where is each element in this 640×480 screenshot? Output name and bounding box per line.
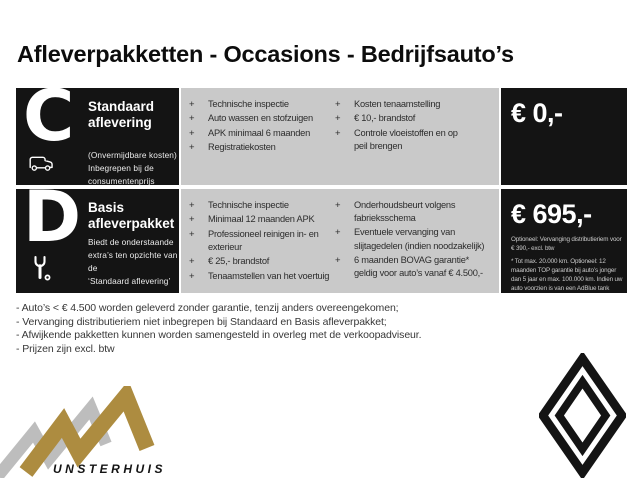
plus-bullet: + bbox=[189, 214, 195, 226]
item-text: APK minimaal 6 maanden bbox=[208, 127, 310, 138]
item-text: Technische inspectie bbox=[208, 99, 289, 109]
plus-bullet: + bbox=[335, 227, 341, 239]
page-title: Afleverpakketten - Occasions - Bedrijfsauto’s bbox=[17, 41, 514, 67]
list-item bbox=[335, 127, 499, 153]
plus-bullet: + bbox=[335, 99, 341, 110]
item-text: fabrieksschema bbox=[354, 213, 416, 224]
items-column-1 bbox=[181, 98, 331, 185]
van-icon bbox=[28, 153, 56, 178]
item-text: Eventuele vervanging van bbox=[354, 227, 455, 238]
plus-bullet: + bbox=[335, 254, 341, 266]
price-note: Optioneel: Vervanging distributieriem voor € 390,- excl. btw bbox=[511, 236, 622, 253]
package-description bbox=[88, 149, 177, 185]
item-text: exterieur bbox=[208, 242, 242, 253]
package-price-basis bbox=[501, 189, 627, 293]
list-item bbox=[189, 213, 331, 226]
plus-bullet: + bbox=[189, 256, 195, 268]
footnotes bbox=[16, 302, 421, 357]
item-text: Kosten tenaamstelling bbox=[354, 99, 441, 109]
list-item bbox=[189, 270, 331, 283]
list-item bbox=[189, 255, 331, 268]
list-item bbox=[189, 228, 331, 254]
footnote: - Afwijkende pakketten kunnen worden samengesteld in overleg met de verkoopadviseur. bbox=[16, 329, 422, 342]
item-text: slijtagedelen (indien noodzakelijk) bbox=[354, 240, 485, 251]
list-item bbox=[189, 112, 331, 125]
package-header-basis bbox=[16, 189, 179, 293]
list-item bbox=[189, 141, 331, 154]
list-item bbox=[335, 199, 499, 225]
item-text: peil brengen bbox=[354, 141, 403, 152]
dealer-logo-text: UNSTERHUIS bbox=[53, 462, 167, 476]
plus-bullet: + bbox=[189, 99, 195, 110]
footnote: - Prijzen zijn excl. btw bbox=[16, 342, 115, 355]
item-text: 6 maanden BOVAG garantie* bbox=[354, 254, 470, 265]
description-line: ‘Standaard aflevering’ bbox=[88, 275, 171, 286]
item-text: € 10,- brandstof bbox=[354, 113, 416, 124]
price-notes bbox=[511, 235, 623, 293]
list-item bbox=[335, 98, 499, 111]
package-row-standaard bbox=[16, 88, 627, 185]
munsterhuis-logo bbox=[0, 386, 246, 478]
package-name: Standaard aflevering bbox=[88, 99, 155, 130]
list-item bbox=[189, 199, 331, 212]
plus-bullet: + bbox=[189, 113, 195, 125]
package-letter: D bbox=[23, 189, 82, 258]
plus-bullet: + bbox=[189, 228, 195, 240]
item-text: geldig voor auto’s vanaf € 4.500,- bbox=[354, 267, 483, 278]
footnote: - Auto’s < € 4.500 worden geleverd zonder garantie, tenzij anders overeengekomen; bbox=[16, 302, 399, 314]
list-item bbox=[189, 127, 331, 140]
item-text: Professioneel reinigen in- en bbox=[208, 228, 319, 239]
items-column-2 bbox=[331, 98, 499, 185]
package-name: Basis afleverpakket bbox=[88, 200, 175, 231]
wrench-icon bbox=[28, 255, 52, 286]
item-text: Tenaamstellen van het voertuig bbox=[208, 270, 330, 281]
price-value: € 0,- bbox=[511, 98, 563, 128]
plus-bullet: + bbox=[189, 270, 195, 282]
item-text: Controle vloeistoffen en op bbox=[354, 127, 458, 138]
package-row-basis bbox=[16, 189, 627, 293]
package-price-standaard bbox=[501, 88, 627, 185]
plus-bullet: + bbox=[335, 200, 341, 211]
plus-bullet: + bbox=[189, 142, 195, 154]
list-item bbox=[335, 254, 499, 280]
plus-bullet: + bbox=[335, 127, 341, 139]
packages-table bbox=[16, 88, 627, 293]
item-text: Onderhoudsbeurt volgens bbox=[354, 200, 456, 210]
plus-bullet: + bbox=[189, 200, 195, 211]
item-text: Auto wassen en stofzuigen bbox=[208, 113, 313, 124]
footnote: - Vervanging distributieriem niet inbegrepen bij Standaard en Basis afleverpakket; bbox=[16, 315, 387, 328]
description-line: (Onvermijdbare kosten) bbox=[88, 150, 177, 160]
item-text: Technische inspectie bbox=[208, 200, 289, 210]
package-items-standaard bbox=[181, 88, 499, 185]
price-note: * Tot max. 20.000 km. Optioneel: 12 maanden TOP garantie bij auto’s jonger dan 5 jaar en max. 100.000 km. Indien uw auto voorzien is van een AdBlue tank bbox=[511, 257, 623, 292]
description-line: Biedt de onderstaande bbox=[88, 237, 174, 247]
description-line: consumentenprijs bbox=[88, 175, 155, 185]
items-column-1 bbox=[181, 199, 331, 293]
price-value: € 695,- bbox=[511, 199, 592, 229]
package-description bbox=[88, 236, 179, 287]
description-line: extra’s ten opzichte van de bbox=[88, 249, 178, 273]
item-text: Minimaal 12 maanden APK bbox=[208, 214, 315, 225]
list-item bbox=[189, 98, 331, 111]
list-item bbox=[335, 226, 499, 252]
renault-logo bbox=[539, 353, 626, 478]
item-text: Registratiekosten bbox=[208, 142, 276, 153]
list-item bbox=[335, 112, 499, 125]
item-text: € 25,- brandstof bbox=[208, 256, 270, 267]
package-items-basis bbox=[181, 189, 499, 293]
plus-bullet: + bbox=[335, 113, 341, 125]
plus-bullet: + bbox=[189, 127, 195, 139]
package-header-standaard bbox=[16, 88, 179, 185]
package-letter: C bbox=[23, 88, 75, 157]
description-line: Inbegrepen bij de bbox=[88, 162, 154, 173]
items-column-2 bbox=[331, 199, 499, 293]
